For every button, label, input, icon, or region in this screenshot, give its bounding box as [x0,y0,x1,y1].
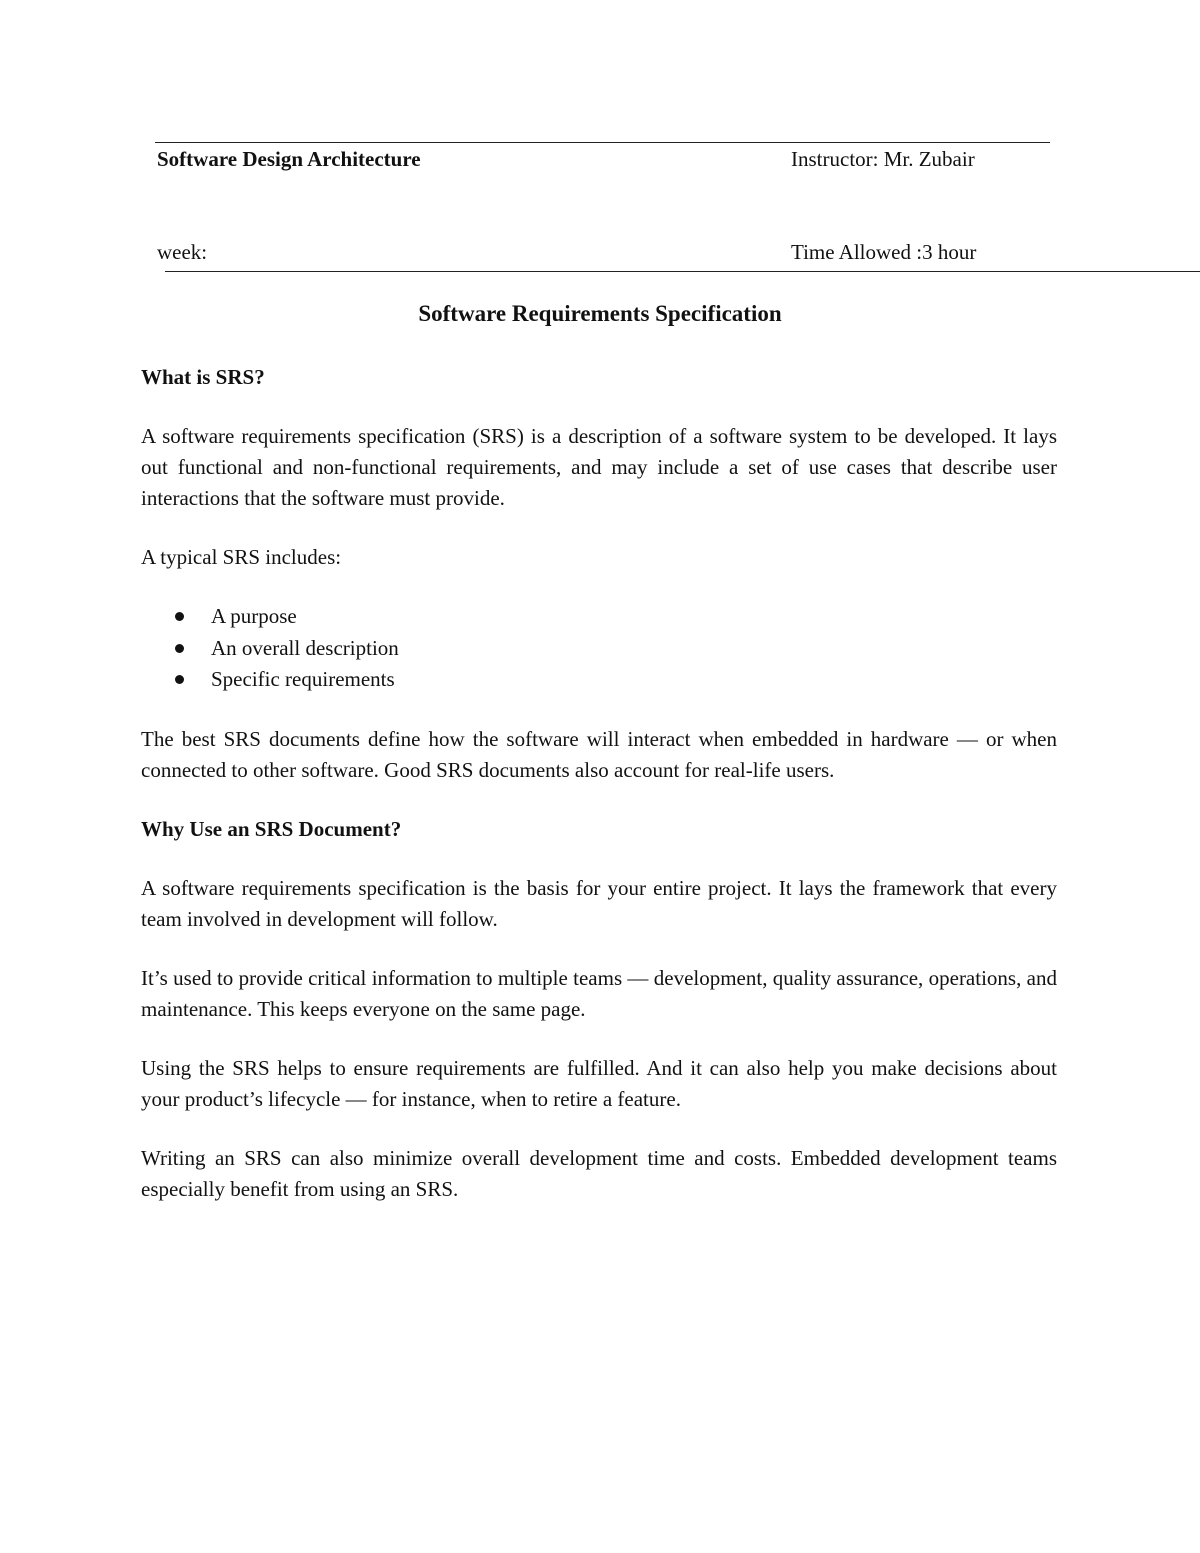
paragraph-best-srs: The best SRS documents define how the software will interact when embedded in hardware — or when connected to other software. Good SRS documents also account for real-life users. [141,726,1057,782]
list-item: A purpose [141,601,1057,633]
section-heading-what-is-srs: What is SRS? [141,365,265,389]
paragraph-why-basis: A software requirements specification is the basis for your entire project. It lays the framework that every team involved in development will follow. [141,875,1057,931]
paragraph-why-teams: It’s used to provide critical information to multiple teams — development, quality assurance, operations, and maintenance. This keeps everyone on the same page. [141,965,1057,1021]
header-top-rule [155,142,1050,143]
list-item: Specific requirements [141,664,1057,696]
includes-list [141,601,1057,696]
week-label: week: [157,240,208,264]
bullet-icon [175,644,184,653]
document-title: Software Requirements Specification [418,301,782,326]
paragraph-why-requirements: Using the SRS helps to ensure requirements are fulfilled. And it can also help you make decisions about your product’s lifecycle — for instance, when to retire a feature. [141,1055,1057,1111]
header-bottom-rule [165,271,1200,272]
paragraph-includes-intro: A typical SRS includes: [141,545,342,569]
paragraph-why-costs: Writing an SRS can also minimize overall development time and costs. Embedded development teams especially benefit from using an SRS. [141,1145,1057,1201]
paragraph-srs-definition: A software requirements specification (SRS) is a description of a software system to be developed. It lays out functional and non-functional requirements, and may include a set of use cases that describe user interactions that the software must provide. [141,424,1057,510]
instructor-label: Instructor: Mr. Zubair [791,147,975,171]
section-heading-why-use-srs: Why Use an SRS Document? [141,816,402,841]
course-title: Software Design Architecture [157,147,421,171]
time-allowed-label: Time Allowed :3 hour [791,240,977,264]
bullet-icon [175,675,184,684]
bullet-icon [175,612,184,621]
list-item: An overall description [141,633,1057,665]
document-body [141,362,1057,1233]
